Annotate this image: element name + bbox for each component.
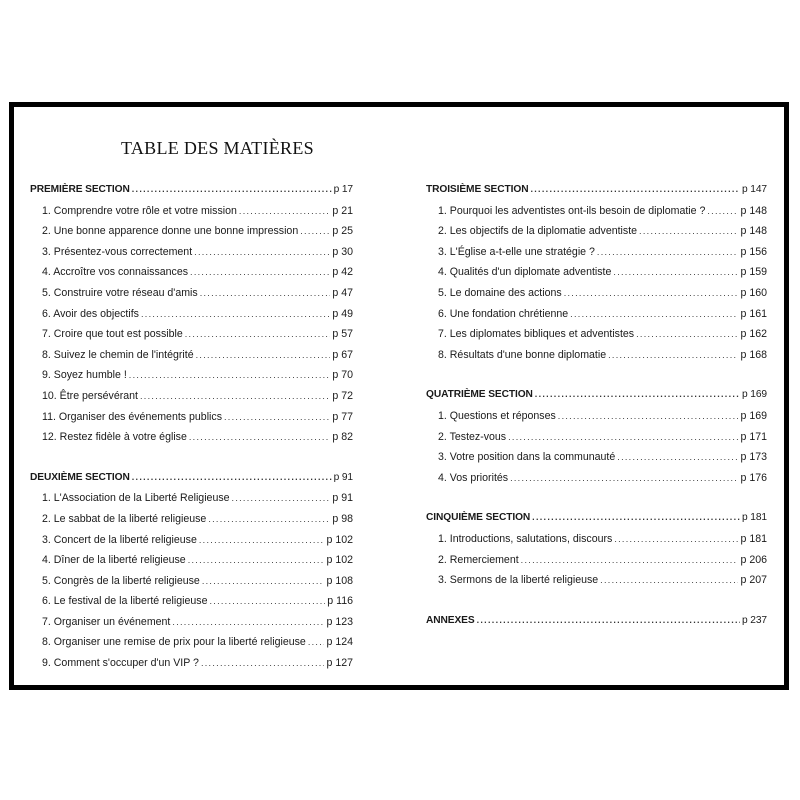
dot-leader	[600, 575, 738, 585]
toc-entry-label: 3. Votre position dans la communauté	[438, 451, 616, 464]
toc-entry	[30, 534, 353, 555]
toc-entry-label: 3. L'Église a-t-elle une stratégie ?	[438, 245, 595, 258]
section-heading-page: p 169	[742, 389, 767, 401]
dot-leader	[239, 206, 330, 216]
toc-entry	[426, 431, 767, 452]
dot-leader	[189, 432, 331, 442]
dot-leader	[570, 309, 738, 319]
section-heading-label: CINQUIÈME SECTION	[426, 512, 531, 524]
dot-leader	[308, 637, 325, 647]
toc-entry-page: p 67	[332, 348, 353, 361]
dot-leader	[140, 391, 330, 401]
toc-entry	[30, 513, 353, 534]
dot-leader	[196, 350, 331, 360]
section-heading-label: QUATRIÈME SECTION	[426, 389, 533, 401]
dot-leader	[521, 555, 739, 565]
toc-entry-label: 2. Le sabbat de la liberté religieuse	[42, 512, 207, 525]
toc-entry-page: p 123	[326, 615, 353, 628]
dot-leader	[194, 247, 330, 257]
section-heading-label: TROISIÈME SECTION	[426, 184, 529, 195]
toc-entry-label: 3. Présentez-vous correctement	[42, 245, 193, 258]
dot-leader	[564, 288, 739, 298]
toc-entry-page: p 124	[326, 636, 353, 649]
section-heading-label: DEUXIÈME SECTION	[30, 471, 130, 483]
toc-entry	[30, 287, 353, 308]
toc-entry	[30, 246, 353, 267]
section-heading-label: PREMIÈRE SECTION	[30, 184, 130, 195]
section-heading	[30, 472, 353, 493]
dot-leader	[597, 247, 739, 257]
toc-entry-label: 1. Pourquoi les adventistes ont-ils besoin de diplomatie ?	[438, 204, 706, 217]
toc-entry-label: 6. Avoir des objectifs	[42, 307, 139, 320]
toc-entry	[426, 308, 767, 329]
toc-entry-label: 3. Concert de la liberté religieuse	[42, 533, 197, 546]
toc-entry-page: p 206	[740, 553, 767, 566]
section-heading	[426, 615, 767, 636]
dot-leader	[617, 452, 738, 462]
section-heading	[426, 184, 767, 205]
toc-entry-page: p 160	[740, 286, 767, 299]
toc-entry-label: 9. Soyez humble !	[42, 369, 127, 382]
toc-entry-page: p 169	[740, 409, 767, 422]
toc-entry-page: p 168	[740, 348, 767, 361]
toc-entry	[30, 390, 353, 411]
toc-entry-label: 8. Suivez le chemin de l'intégrité	[42, 348, 194, 361]
toc-entry-page: p 108	[326, 574, 353, 587]
toc-section	[30, 184, 353, 452]
dot-leader	[202, 576, 325, 586]
toc-entry-page: p 47	[332, 286, 353, 299]
toc-entry	[30, 657, 353, 678]
toc-entry-label: 4. Qualités d'un diplomate adventiste	[438, 266, 612, 279]
dot-leader	[477, 615, 740, 625]
toc-entry	[30, 431, 353, 452]
toc-entry-label: 10. Être persévérant	[42, 389, 138, 402]
toc-entry-page: p 30	[332, 245, 353, 258]
toc-entry-label: 2. Les objectifs de la diplomatie adventiste	[438, 225, 638, 238]
toc-entry-page: p 162	[740, 328, 767, 341]
toc-entry-label: 7. Croire que tout est possible	[42, 328, 183, 341]
toc-entry-label: 7. Les diplomates bibliques et adventistes	[438, 328, 635, 341]
section-heading-page: p 91	[333, 471, 353, 483]
dot-leader	[532, 512, 740, 522]
toc-entry-label: 8. Organiser une remise de prix pour la liberté religieuse	[42, 636, 306, 649]
toc-entry-label: 5. Le domaine des actions	[438, 286, 562, 299]
toc-entry	[30, 575, 353, 596]
section-heading-page: p 147	[742, 184, 767, 195]
dot-leader	[224, 412, 330, 422]
toc-entry-page: p 156	[740, 245, 767, 258]
toc-entry	[426, 451, 767, 472]
dot-leader	[613, 267, 738, 277]
toc-entry-label: 11. Organiser des événements publics	[42, 410, 222, 423]
toc-entry-page: p 207	[740, 574, 767, 587]
toc-entry	[426, 533, 767, 554]
section-heading	[426, 389, 767, 410]
dot-leader	[608, 350, 738, 360]
toc-entry	[30, 369, 353, 390]
toc-entry-label: 1. Introductions, salutations, discours	[438, 532, 613, 545]
section-heading-label: ANNEXES	[426, 614, 475, 626]
dot-leader	[558, 411, 739, 421]
toc-entry-page: p 159	[740, 266, 767, 279]
toc-entry-label: 4. Accroître vos connaissances	[42, 266, 189, 279]
toc-entry	[30, 205, 353, 226]
toc-entry-label: 6. Le festival de la liberté religieuse	[42, 595, 208, 608]
dot-leader	[129, 370, 331, 380]
toc-entry-label: 8. Résultats d'une bonne diplomatie	[438, 348, 607, 361]
toc-entry	[30, 328, 353, 349]
toc-entry-page: p 171	[740, 430, 767, 443]
toc-entry	[30, 308, 353, 329]
toc-entry-page: p 82	[332, 431, 353, 444]
toc-entry	[426, 472, 767, 493]
dot-leader	[300, 226, 330, 236]
toc-entry-label: 4. Dîner de la liberté religieuse	[42, 554, 186, 567]
toc-section	[426, 615, 767, 636]
toc-entry-label: 5. Congrès de la liberté religieuse	[42, 574, 200, 587]
dot-leader	[185, 329, 331, 339]
toc-entry-page: p 21	[332, 204, 353, 217]
section-heading	[30, 184, 353, 205]
toc-entry	[426, 574, 767, 595]
toc-entry-label: 1. Questions et réponses	[438, 409, 556, 422]
toc-entry-label: 9. Comment s'occuper d'un VIP ?	[42, 657, 199, 670]
dot-leader	[132, 472, 332, 482]
toc-entry-page: p 176	[740, 471, 767, 484]
toc-entry	[426, 246, 767, 267]
toc-entry-page: p 42	[332, 266, 353, 279]
dot-leader	[639, 226, 738, 236]
toc-entry	[30, 636, 353, 657]
dot-leader	[535, 389, 740, 399]
toc-entry-page: p 102	[326, 554, 353, 567]
dot-leader	[209, 596, 325, 606]
toc-entry-page: p 148	[740, 204, 767, 217]
toc-entry	[30, 411, 353, 432]
toc-entry	[426, 410, 767, 431]
toc-entry-page: p 181	[740, 532, 767, 545]
toc-entry	[426, 328, 767, 349]
toc-entry-label: 12. Restez fidèle à votre église	[42, 431, 187, 444]
dot-leader	[141, 309, 330, 319]
dot-leader	[208, 514, 330, 524]
toc-entry-page: p 148	[740, 225, 767, 238]
toc-entry-label: 1. L'Association de la Liberté Religieuse	[42, 492, 230, 505]
toc-entry	[30, 225, 353, 246]
dot-leader	[232, 493, 331, 503]
toc-entry-page: p 91	[332, 492, 353, 505]
toc-section	[30, 472, 353, 678]
toc-entry-label: 7. Organiser un événement	[42, 615, 171, 628]
toc-section	[426, 512, 767, 594]
toc-entry	[30, 595, 353, 616]
toc-entry-page: p 70	[332, 369, 353, 382]
dot-leader	[190, 267, 330, 277]
section-heading	[426, 512, 767, 533]
toc-entry-label: 4. Vos priorités	[438, 471, 509, 484]
dot-leader	[614, 534, 738, 544]
page-frame	[9, 102, 789, 690]
toc-entry-label: 1. Comprendre votre rôle et votre mission	[42, 204, 237, 217]
toc-entry-page: p 161	[740, 307, 767, 320]
toc-entry-label: 2. Remerciement	[438, 553, 519, 566]
toc-right-column	[426, 184, 767, 635]
toc-entry	[30, 349, 353, 370]
toc-entry	[30, 266, 353, 287]
dot-leader	[201, 658, 325, 668]
toc-entry-page: p 173	[740, 451, 767, 464]
toc-entry-page: p 25	[332, 225, 353, 238]
dot-leader	[200, 288, 331, 298]
toc-entry	[426, 287, 767, 308]
toc-section	[426, 184, 767, 369]
toc-entry-label: 2. Testez-vous	[438, 430, 507, 443]
dot-leader	[172, 617, 324, 627]
toc-entry-page: p 57	[332, 328, 353, 341]
toc-entry	[30, 616, 353, 637]
dot-leader	[188, 555, 325, 565]
toc-left-column	[30, 184, 353, 678]
toc-entry-page: p 49	[332, 307, 353, 320]
section-heading-page: p 181	[742, 512, 767, 524]
toc-entry	[426, 225, 767, 246]
page-title: TABLE DES MATIÈRES	[121, 138, 314, 158]
toc-entry-label: 6. Une fondation chrétienne	[438, 307, 569, 320]
section-heading-page: p 17	[333, 184, 353, 195]
toc-entry	[426, 266, 767, 287]
toc-entry-page: p 116	[327, 595, 353, 608]
dot-leader	[510, 473, 738, 483]
section-heading-page: p 237	[742, 614, 767, 626]
dot-leader	[636, 329, 738, 339]
toc-entry-page: p 127	[326, 657, 353, 670]
toc-entry-page: p 72	[332, 389, 353, 402]
toc-entry	[426, 554, 767, 575]
dot-leader	[707, 206, 738, 216]
toc-entry	[426, 205, 767, 226]
toc-entry-label: 5. Construire votre réseau d'amis	[42, 286, 198, 299]
toc-entry-page: p 77	[332, 410, 353, 423]
dot-leader	[530, 184, 740, 194]
toc-entry-label: 2. Une bonne apparence donne une bonne impression	[42, 225, 299, 238]
dot-leader	[508, 432, 738, 442]
dot-leader	[199, 535, 325, 545]
toc-entry-page: p 98	[332, 512, 353, 525]
toc-entry-label: 3. Sermons de la liberté religieuse	[438, 574, 599, 587]
toc-entry	[426, 349, 767, 370]
toc-entry	[30, 492, 353, 513]
toc-section	[426, 389, 767, 492]
dot-leader	[132, 184, 332, 194]
toc-entry-page: p 102	[326, 533, 353, 546]
toc-entry	[30, 554, 353, 575]
